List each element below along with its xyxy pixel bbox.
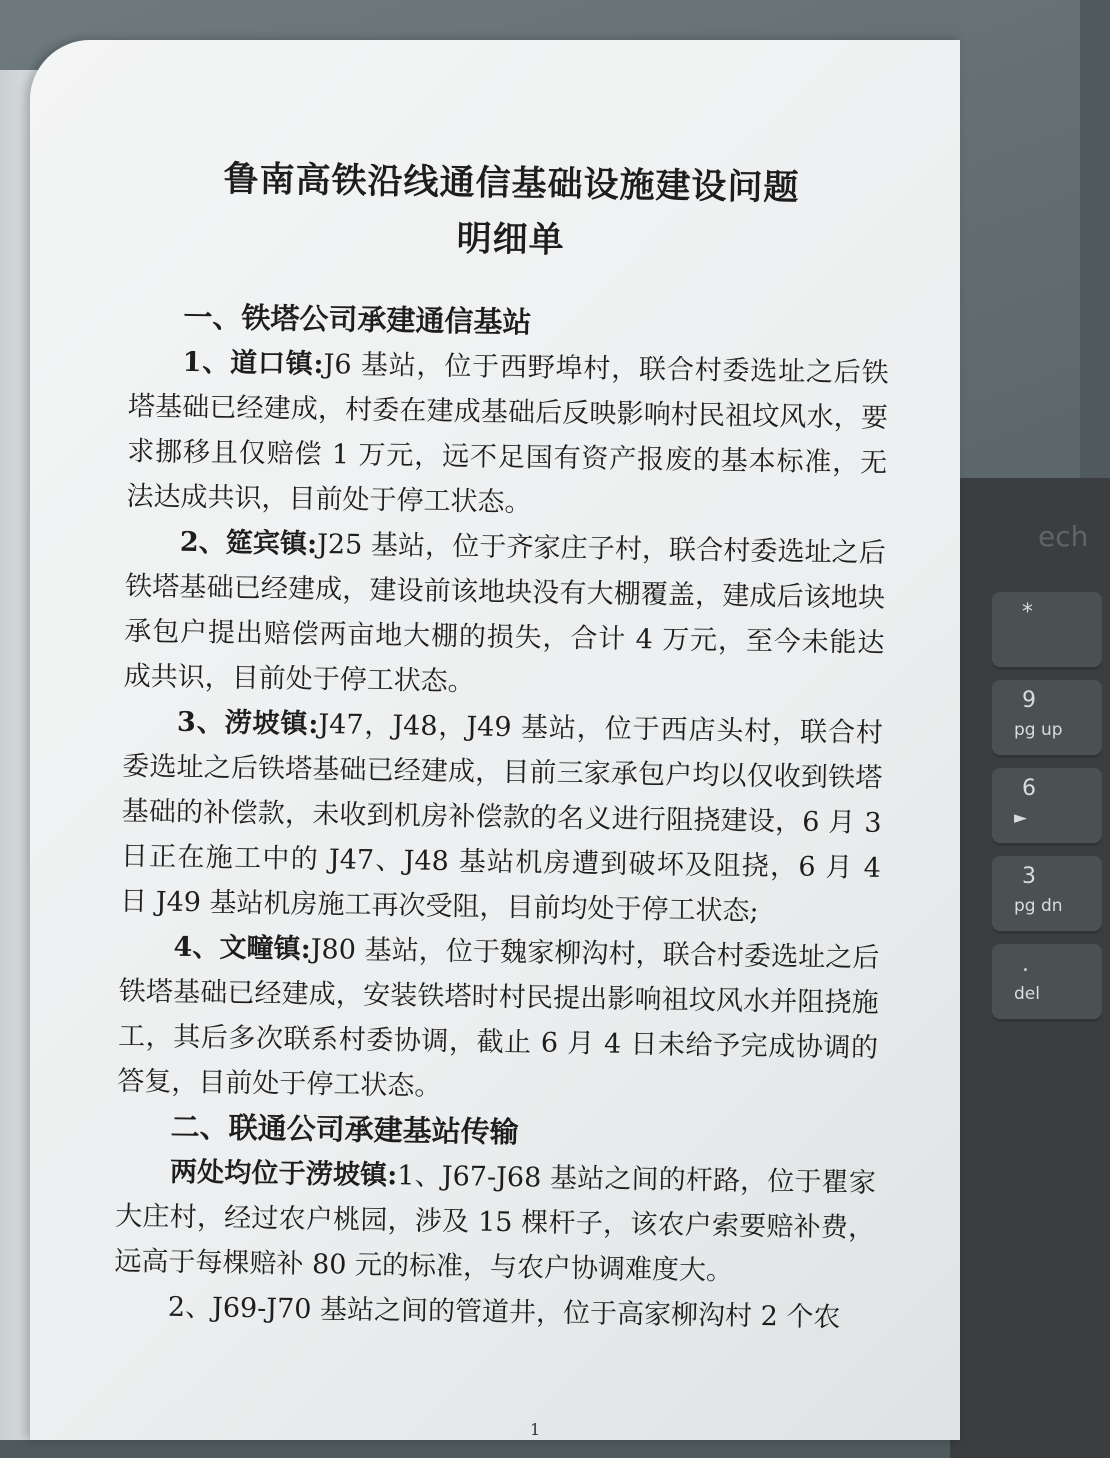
key-main-label: . xyxy=(1022,952,1029,977)
key-6-right xyxy=(992,768,1102,846)
key-sub-label: pg up xyxy=(1014,720,1063,740)
item-text: J80 基站，位于魏家柳沟村，联合村委选址之后铁塔基础已经建成，安装铁塔时村民提出影响祖坟风水并阻挠施工，其后多次联系村委协调，截止 6 月 4 日未给予完成协调的答复，目前处于停工状态。 xyxy=(117,933,880,1102)
section-2-item-2: 2、J69-J70 基站之间的管道井，位于高家柳沟村 2 个农 xyxy=(167,1291,841,1334)
item-daokou xyxy=(126,339,889,531)
document-body xyxy=(113,150,891,1341)
key-main-label: 6 xyxy=(1022,776,1036,801)
key-main-label: 9 xyxy=(1022,688,1036,713)
item-text: J6 基站，位于西野埠村，联合村委选址之后铁塔基础已经建成，村委在建成基础后反映影响村民祖坟风水，要求挪移且仅赔偿 1 万元，远不足国有资产报废的基本标准，无法达成共识，目前处于停工状态。 xyxy=(126,349,889,519)
document-title-line1: 鲁南高铁沿线通信基础设施建设问题 xyxy=(223,158,800,209)
item-wentuan xyxy=(117,924,880,1116)
key-sub-label: ► xyxy=(1014,808,1028,828)
key-3-pgdn xyxy=(992,856,1102,934)
key-sub-label: del xyxy=(1014,984,1040,1004)
page-number: 1 xyxy=(530,1420,541,1439)
item-yanbin xyxy=(123,519,886,711)
key-main-label: * xyxy=(1022,600,1033,625)
document-page xyxy=(30,40,960,1440)
section-1-heading: 一、铁塔公司承建通信基站 xyxy=(183,299,532,340)
key-9-pgup xyxy=(992,680,1102,758)
item-label: 3、涝坡镇: xyxy=(176,706,319,740)
item-label: 1、道口镇: xyxy=(182,346,324,381)
key-sub-label: pg dn xyxy=(1014,896,1063,916)
section-2-text-1: 1、J67-J68 基站之间的杆路，位于瞿家大庄村，经过农户桃园，涉及 15 棵杆子，该农户索要赔补费，远高于每棵赔补 80 元的标准，与农户协调难度大。 xyxy=(114,1160,877,1287)
document-title-line2: 明细单 xyxy=(456,218,565,261)
item-laopo xyxy=(120,699,883,936)
section-2-label: 两处均位于涝坡镇: xyxy=(169,1156,398,1192)
item-label: 2、筵宾镇: xyxy=(179,526,318,560)
key-period-del xyxy=(992,944,1102,1022)
keyboard-brand-logo: ech xyxy=(1038,520,1089,553)
section-2-heading: 二、联通公司承建基站传输 xyxy=(170,1109,519,1150)
key-main-label: 3 xyxy=(1022,864,1036,889)
item-text: J25 基站，位于齐家庄子村，联合村委选址之后铁塔基础已经建成，建设前该地块没有大棚覆盖，建成后该地块承包户提出赔偿两亩地大棚的损失，合计 4 万元，至今未能达成共识，目前处于停工状态。 xyxy=(123,528,887,698)
key-asterisk xyxy=(992,592,1102,670)
section-2-item-1 xyxy=(114,1149,876,1296)
item-label: 4、文疃镇: xyxy=(173,931,311,965)
item-text: J47，J48，J49 基站，位于西店头村，联合村委选址之后铁塔基础已经建成，目前三家承包户均以仅收到铁塔基础的补偿款，未收到机房补偿款的名义进行阻挠建设，6 月 3 日正在施工中的 J47、J48 基站机房遭到破坏及阻挠，6 月 4 日 J49 基站机房施工再次受阻，目前均处于停工状态; xyxy=(119,708,884,927)
